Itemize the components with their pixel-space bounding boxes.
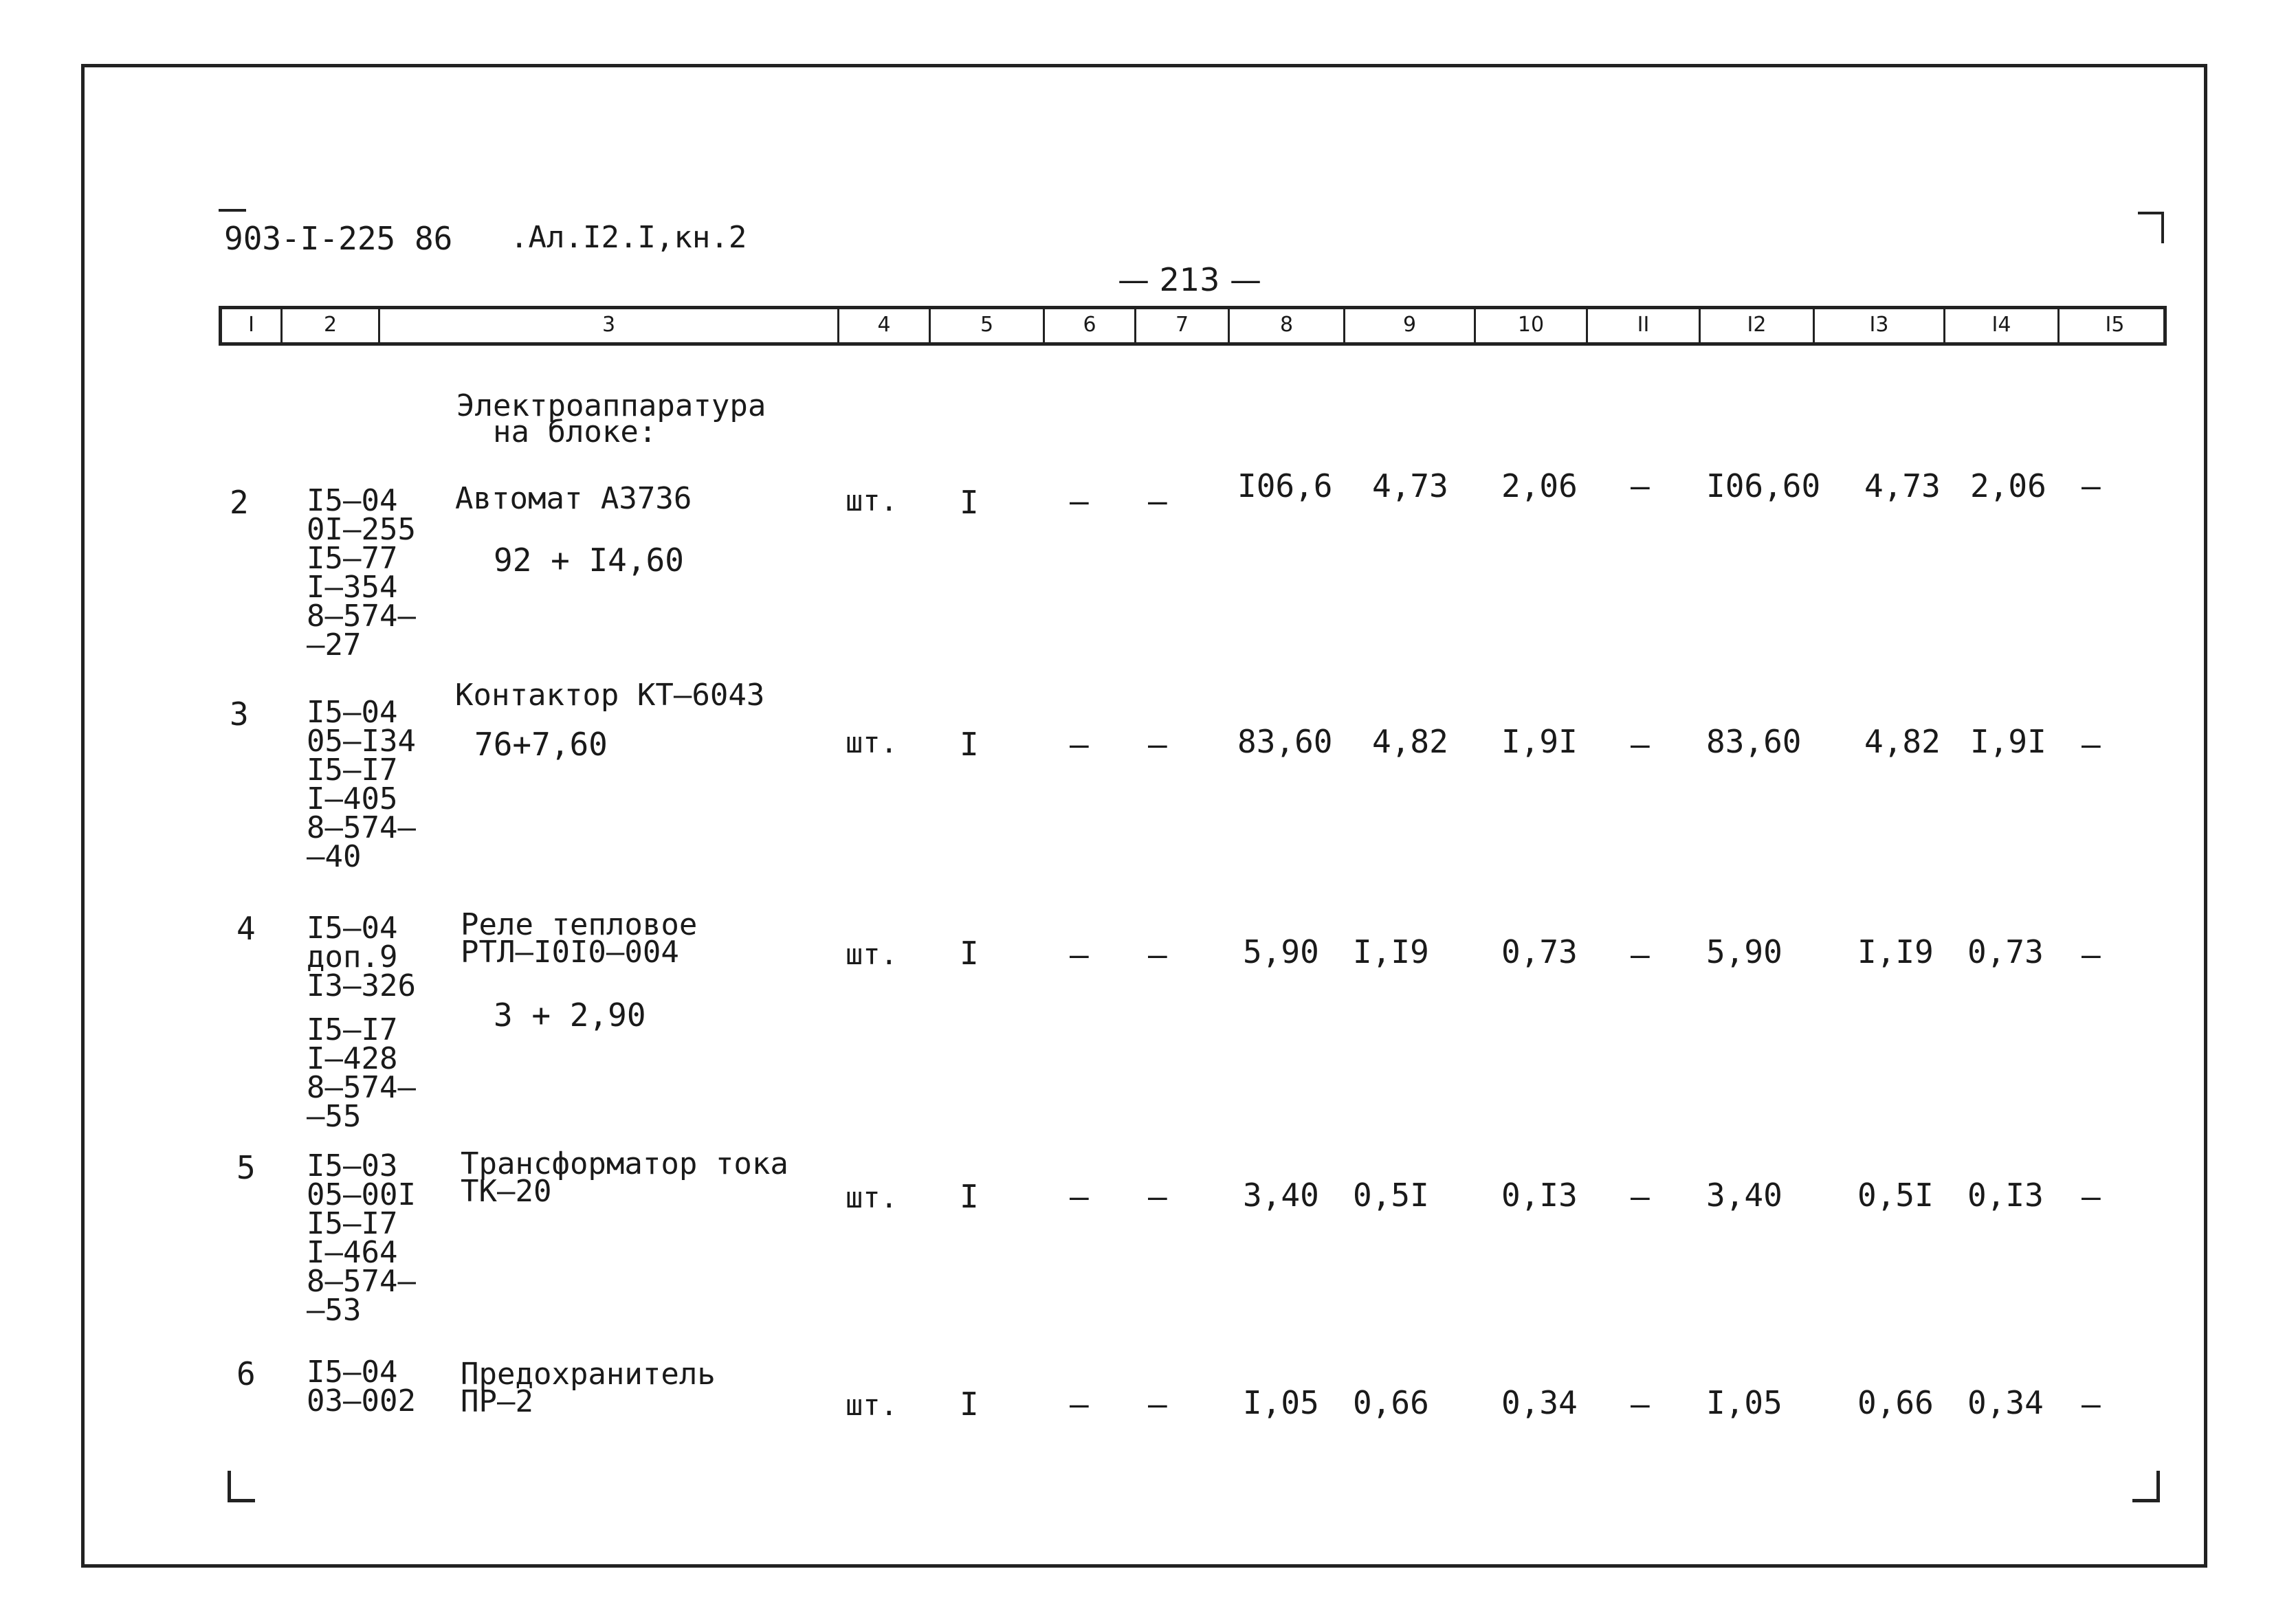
document-code: 903-I-225 86 — [224, 220, 453, 257]
row-col8: 3,40 — [1243, 1177, 1319, 1214]
row-col14: 0,34 — [1967, 1384, 2044, 1421]
row-reference: I5–04 03–002 — [307, 1355, 416, 1419]
row-qty: I — [960, 484, 979, 521]
row-col9: 4,73 — [1372, 467, 1448, 504]
row-reference: I5–04 0I–255 I5–77 I–354 8–574– –27 — [307, 483, 416, 663]
row-col14: 0,73 — [1967, 933, 2044, 970]
column-header-row — [219, 306, 2167, 346]
row-col7: – — [1148, 726, 1167, 763]
row-name: Трансформатор тока ТК–20 — [461, 1146, 788, 1209]
row-col11: – — [1631, 936, 1650, 973]
row-col13: 4,73 — [1864, 467, 1941, 504]
row-number: 6 — [236, 1355, 256, 1392]
row-col12: I,05 — [1706, 1384, 1782, 1421]
column-header: 9 — [1345, 309, 1476, 342]
column-header: II — [1588, 309, 1701, 342]
row-note: 92 + I4,60 — [494, 542, 684, 579]
column-header: 10 — [1476, 309, 1588, 342]
row-qty: I — [960, 726, 979, 763]
row-qty: I — [960, 1386, 979, 1423]
row-col10: 0,I3 — [1501, 1177, 1578, 1214]
section-title: Электроаппаратура на блоке: — [456, 388, 766, 449]
row-col6: – — [1070, 936, 1089, 973]
column-header: I4 — [1945, 309, 2060, 342]
row-col8: 83,60 — [1237, 723, 1333, 760]
row-name: Контактор КТ–6043 — [455, 678, 765, 713]
row-col7: – — [1148, 1178, 1167, 1215]
row-unit: шт. — [846, 726, 898, 759]
row-col14: 0,I3 — [1967, 1177, 2044, 1214]
column-header: 8 — [1230, 309, 1345, 342]
row-col14: I,9I — [1970, 723, 2046, 760]
row-reference: I5–04 доп.9 I3–326 — [307, 911, 416, 1003]
row-col10: I,9I — [1501, 723, 1578, 760]
row-col13: 0,5I — [1857, 1177, 1934, 1214]
column-header: 4 — [839, 309, 931, 342]
row-reference-continued: I5–I7 I–428 8–574– –55 — [307, 1012, 416, 1134]
row-col13: I,I9 — [1857, 933, 1934, 970]
column-header: 2 — [283, 309, 380, 342]
row-col7: – — [1148, 482, 1167, 520]
row-col7: – — [1148, 1386, 1167, 1423]
row-col12: 3,40 — [1706, 1177, 1782, 1214]
row-unit: шт. — [846, 937, 898, 971]
row-col15: – — [2082, 726, 2101, 763]
row-number: 3 — [230, 696, 249, 733]
sheet-reference: .Ал.I2.I,кн.2 — [510, 220, 747, 255]
row-col15: – — [2082, 467, 2101, 504]
row-number: 2 — [230, 484, 249, 521]
corner-mark-bottom-right — [2132, 1471, 2160, 1502]
row-col6: – — [1070, 726, 1089, 763]
page-number: — 213 — — [1118, 261, 1262, 298]
column-header: 3 — [380, 309, 839, 342]
column-header: I2 — [1701, 309, 1815, 342]
row-reference: I5–03 05–00I I5–I7 I–464 8–574– –53 — [307, 1148, 416, 1328]
row-col15: – — [2082, 1386, 2101, 1423]
row-col11: – — [1631, 726, 1650, 763]
row-col9: 0,5I — [1353, 1177, 1429, 1214]
row-note: 3 + 2,90 — [494, 997, 646, 1034]
row-qty: I — [960, 935, 979, 972]
row-qty: I — [960, 1178, 979, 1215]
row-col12: I06,60 — [1706, 467, 1821, 504]
corner-mark-bottom-left — [228, 1471, 255, 1502]
row-col11: – — [1631, 1178, 1650, 1215]
row-col11: – — [1631, 1386, 1650, 1423]
row-col12: 83,60 — [1706, 723, 1802, 760]
row-unit: шт. — [846, 1181, 898, 1214]
column-header: 5 — [931, 309, 1045, 342]
column-header: 7 — [1136, 309, 1230, 342]
row-col8: I06,6 — [1237, 467, 1333, 504]
row-col10: 0,34 — [1501, 1384, 1578, 1421]
column-header: 6 — [1045, 309, 1136, 342]
column-header: I — [222, 309, 283, 342]
row-col6: – — [1070, 1386, 1089, 1423]
column-header: I5 — [2105, 313, 2125, 337]
row-number: 5 — [236, 1149, 256, 1186]
row-col9: I,I9 — [1353, 933, 1429, 970]
row-unit: шт. — [846, 484, 898, 518]
row-name: Автомат А3736 — [455, 481, 692, 516]
row-name: Реле тепловое РТЛ–I0I0–004 — [461, 907, 698, 970]
row-col13: 0,66 — [1857, 1384, 1934, 1421]
row-name: Предохранитель ПР–2 — [461, 1357, 716, 1419]
row-col14: 2,06 — [1970, 467, 2046, 504]
row-col15: – — [2082, 936, 2101, 973]
column-header: I3 — [1815, 309, 1945, 342]
row-col10: 2,06 — [1501, 467, 1578, 504]
row-col15: – — [2082, 1178, 2101, 1215]
corner-mark-top-right — [2138, 212, 2164, 243]
row-col9: 4,82 — [1372, 723, 1448, 760]
row-col8: 5,90 — [1243, 933, 1319, 970]
row-col9: 0,66 — [1353, 1384, 1429, 1421]
row-col13: 4,82 — [1864, 723, 1941, 760]
row-col11: – — [1631, 467, 1650, 504]
row-unit: шт. — [846, 1388, 898, 1422]
row-col8: I,05 — [1243, 1384, 1319, 1421]
row-col10: 0,73 — [1501, 933, 1578, 970]
row-col6: – — [1070, 482, 1089, 520]
row-note: 76+7,60 — [474, 726, 608, 763]
row-col7: – — [1148, 936, 1167, 973]
row-col12: 5,90 — [1706, 933, 1782, 970]
row-number: 4 — [236, 910, 256, 947]
row-col6: – — [1070, 1178, 1089, 1215]
row-reference: I5–04 05–I34 I5–I7 I–405 8–574– –40 — [307, 695, 416, 874]
